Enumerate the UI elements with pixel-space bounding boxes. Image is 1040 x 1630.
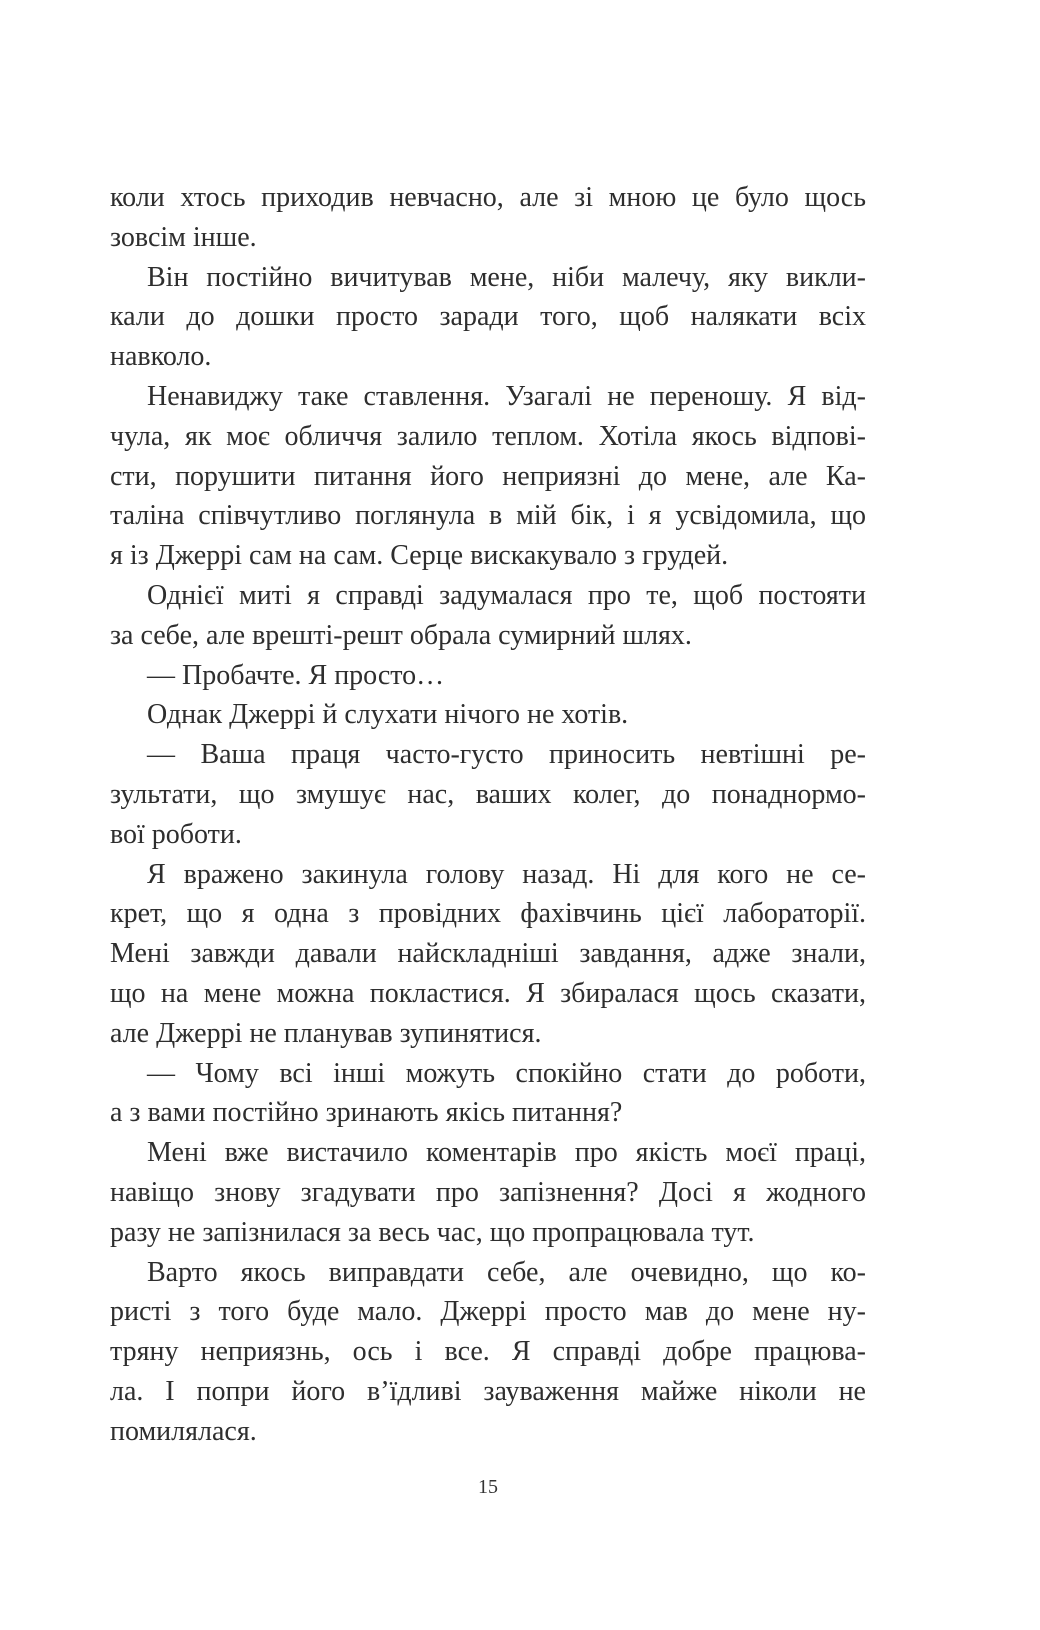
text-line: Мені вже вистачило коментарів про якість моєї праці, — [147, 1137, 866, 1169]
text-line: вої роботи. — [110, 818, 242, 850]
text-line: — Пробачте. Я просто… — [147, 659, 445, 691]
text-line: — Чому всі інші можуть спокійно стати до роботи, — [147, 1057, 866, 1089]
text-line: зовсім інше. — [110, 221, 257, 253]
text-line: навколо. — [110, 341, 212, 373]
text-line: кали до дошки просто заради того, щоб налякати всіх — [110, 301, 866, 333]
text-line: Однієї миті я справді задумалася про те, щоб постояти — [147, 579, 866, 611]
text-line: коли хтось приходив невчасно, але зі мною це було щось — [110, 182, 866, 213]
text-line: що на мене можна покластися. Я збиралася щось сказати, — [110, 977, 866, 1009]
text-line: таліна співчутливо поглянула в мій бік, і я усвідомила, що — [110, 500, 866, 532]
text-line: ристі з того буде мало. Джеррі просто мав до мене ну- — [110, 1296, 866, 1328]
text-line: ла. І попри його в’їдливі зауваження майже ніколи не — [110, 1375, 866, 1407]
text-line: сти, порушити питання його неприязні до мене, але Ка- — [110, 460, 866, 492]
text-line: тряну неприязнь, ось і все. Я справді добре працюва- — [110, 1336, 866, 1368]
text-line: Однак Джеррі й слухати нічого не хотів. — [147, 699, 629, 731]
text-line: за себе, але врешті-решт обрала сумирний шлях. — [110, 619, 692, 651]
text-line: Він постійно вичитував мене, ніби малечу, яку викли- — [147, 261, 866, 293]
page-number: 15 — [478, 1476, 498, 1498]
page-body-text — [110, 178, 866, 1452]
text-line: навіщо знову згадувати про запізнення? Досі я жодного — [110, 1176, 866, 1208]
text-line: — Ваша праця часто-густо приносить невтішні ре- — [147, 739, 866, 771]
text-line: крет, що я одна з провідних фахівчинь цієї лабораторії. — [110, 898, 866, 930]
text-line: я із Джеррі сам на сам. Серце вискакувало з грудей. — [110, 540, 729, 572]
text-line: Ненавиджу таке ставлення. Узагалі не переношу. Я від- — [147, 380, 866, 412]
text-line: Я вражено закинула голову назад. Ні для кого не се- — [147, 858, 866, 890]
text-line: Варто якось виправдати себе, але очевидно, що ко- — [147, 1256, 866, 1288]
text-line: зультати, що змушує нас, ваших колег, до понаднормо- — [110, 778, 866, 810]
text-line: а з вами постійно зринають якісь питання? — [110, 1097, 623, 1129]
text-line: разу не запізнилася за весь час, що пропрацювала тут. — [110, 1216, 755, 1248]
text-line: Мені завжди давали найскладніші завдання, адже знали, — [110, 938, 866, 970]
text-line: помилялася. — [110, 1415, 257, 1447]
text-line: але Джеррі не планував зупинятися. — [110, 1017, 542, 1049]
text-line: чула, як моє обличчя залило теплом. Хотіла якось відпові- — [110, 420, 866, 452]
